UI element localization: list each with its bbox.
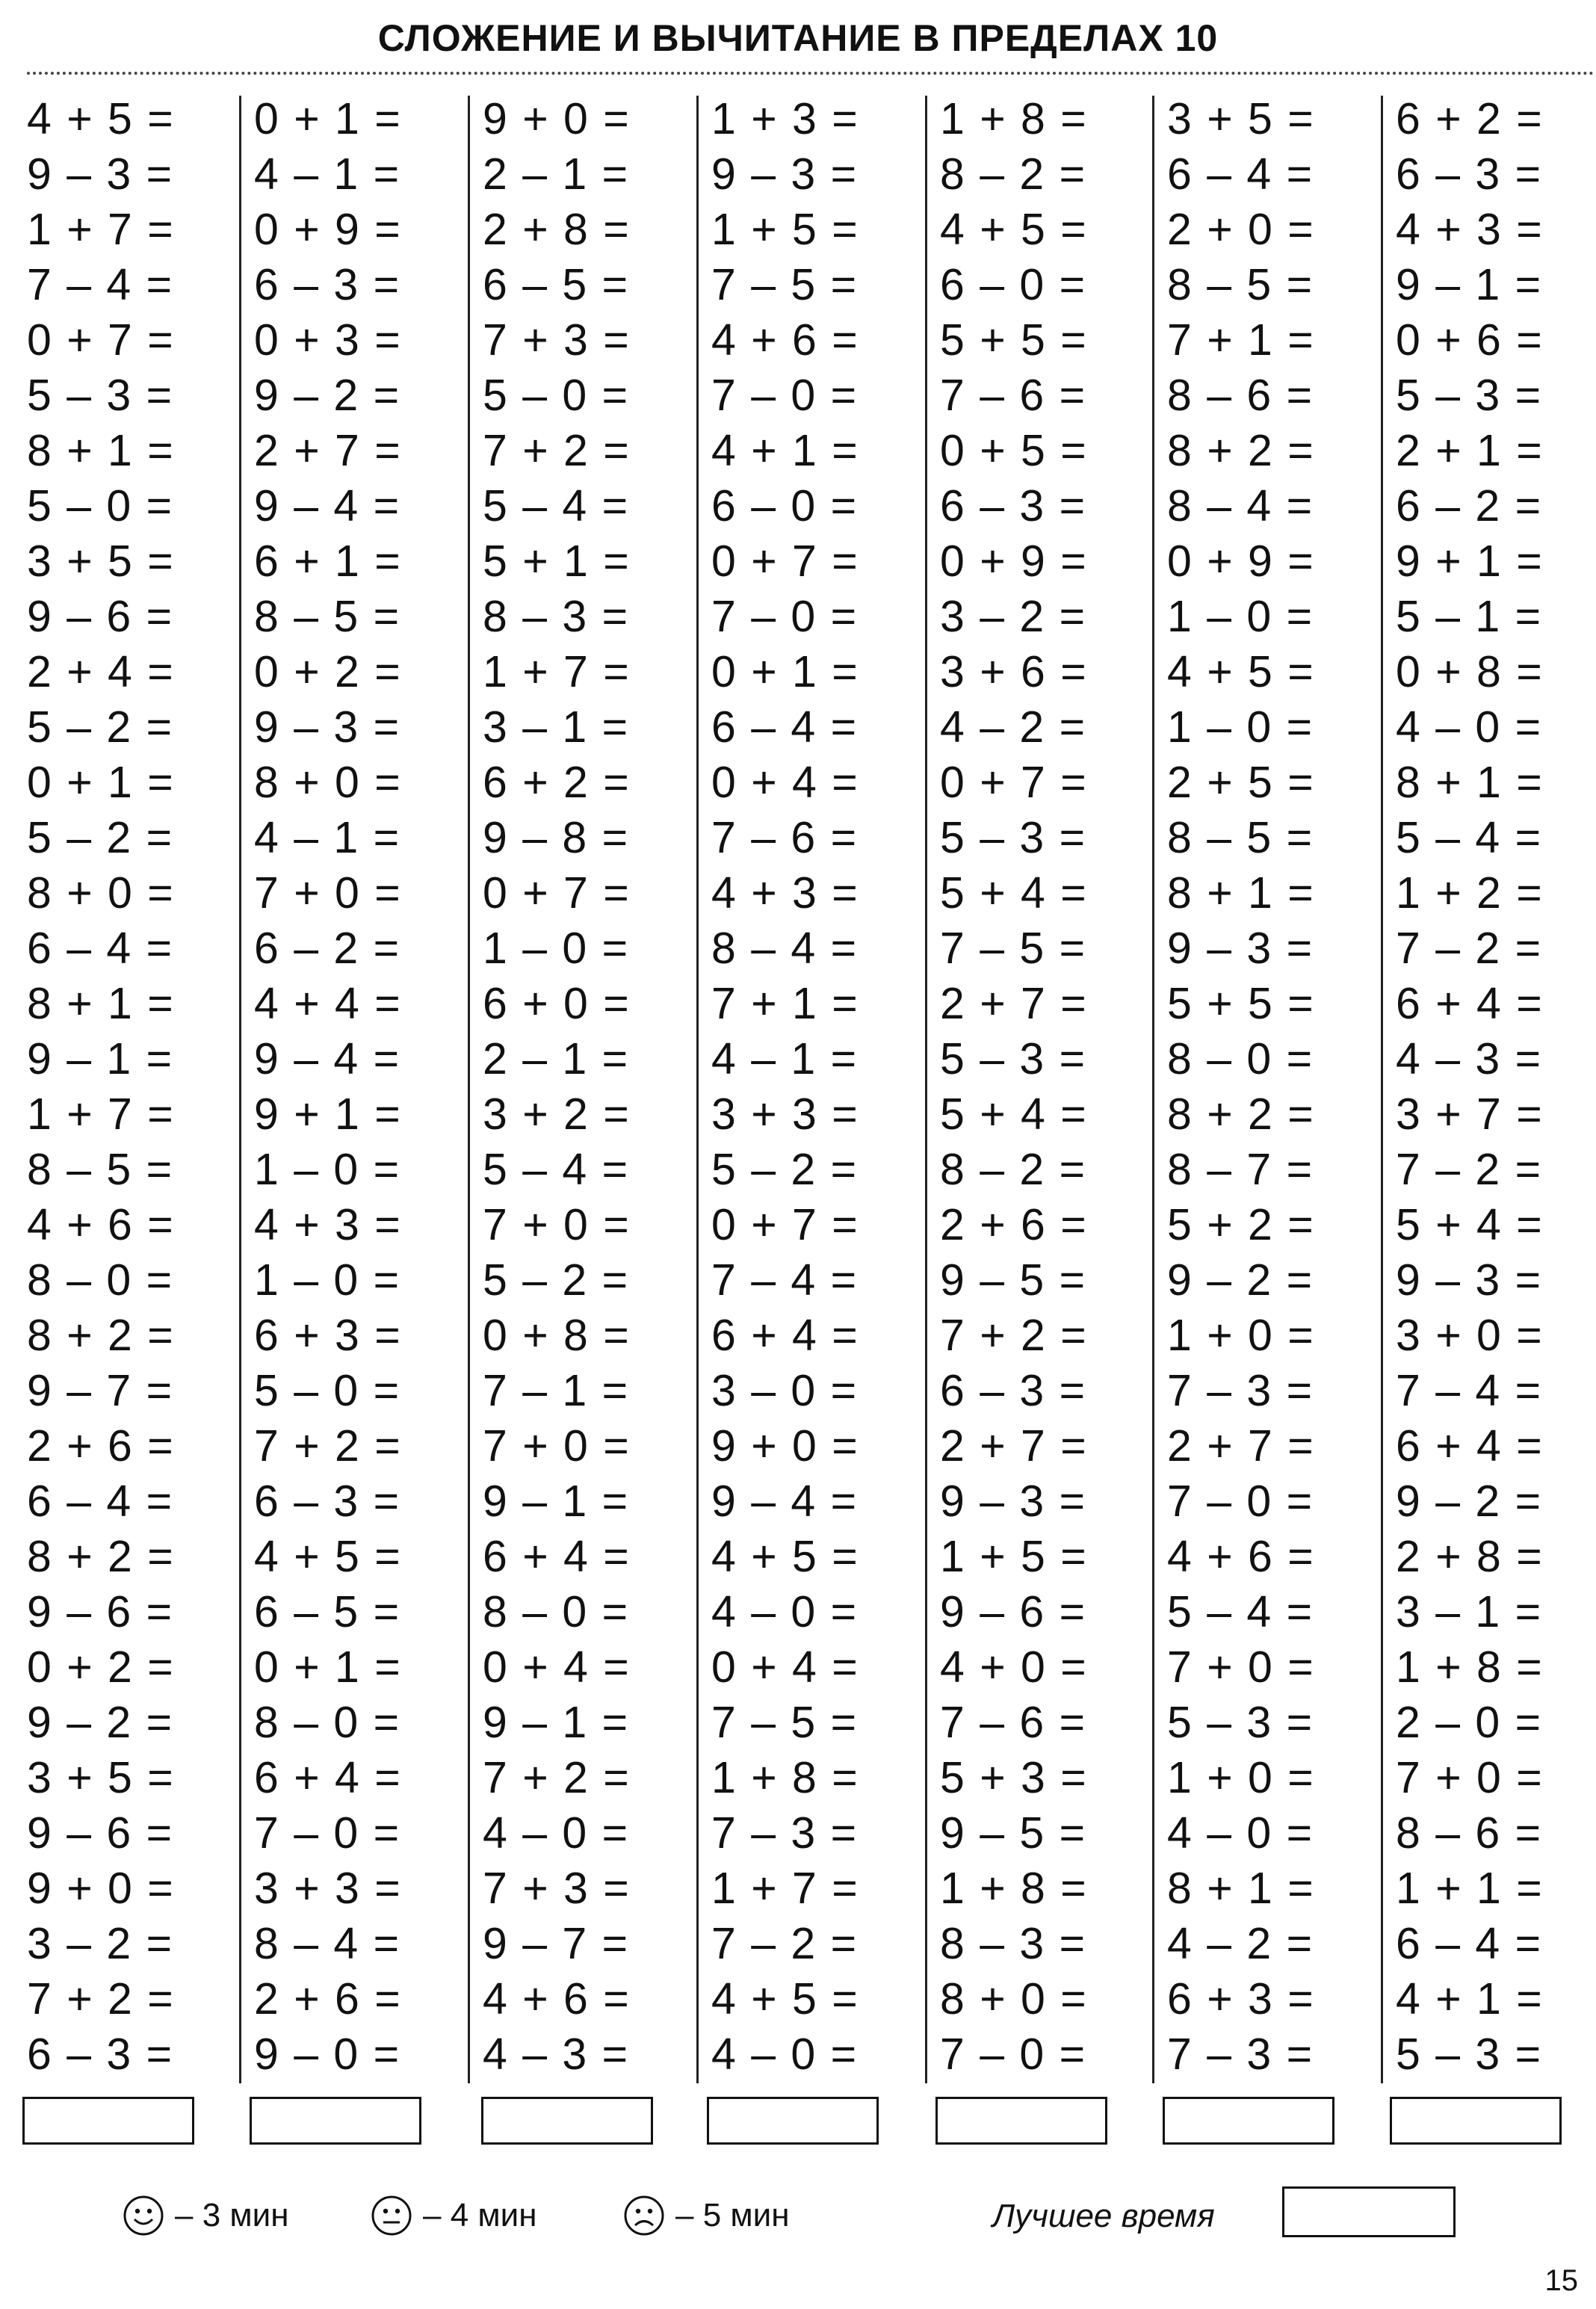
exercise-item: 3 + 3 = <box>711 1089 859 1139</box>
exercise-item: 6 – 2 = <box>1396 481 1543 531</box>
exercise-item: 7 – 3 = <box>1167 2030 1314 2079</box>
exercise-item: 4 – 0 = <box>1167 1808 1314 1858</box>
exercise-item: 7 – 6 = <box>940 371 1087 420</box>
exercise-item: 1 + 1 = <box>1396 1864 1544 1913</box>
exercise-item: 6 + 4 = <box>1396 1421 1544 1471</box>
title-dotted-divider <box>27 72 1595 75</box>
exercise-item: 6 – 3 = <box>940 1366 1087 1415</box>
exercise-item: 5 – 3 = <box>1396 371 1543 420</box>
best-time-input-box[interactable] <box>1282 2186 1456 2237</box>
exercise-item: 6 – 3 = <box>27 2030 174 2079</box>
exercise-item: 4 + 0 = <box>940 1642 1088 1692</box>
exercise-item: 1 + 2 = <box>1396 868 1544 918</box>
exercise-item: 4 + 5 = <box>27 94 175 143</box>
exercise-item: 0 + 7 = <box>483 868 631 918</box>
exercise-item: 0 + 4 = <box>711 758 859 807</box>
exercise-item: 0 + 7 = <box>940 758 1088 807</box>
exercise-item: 1 + 8 = <box>711 1753 859 1802</box>
exercise-item: 2 + 0 = <box>1167 205 1315 254</box>
exercise-item: 7 – 0 = <box>1167 1477 1314 1526</box>
exercise-item: 5 + 4 = <box>940 1089 1088 1139</box>
exercise-item: 4 – 1 = <box>254 813 401 862</box>
exercise-item: 7 – 4 = <box>1396 1366 1543 1415</box>
exercise-item: 0 + 2 = <box>254 647 402 696</box>
exercise-item: 7 + 0 = <box>483 1421 631 1471</box>
exercise-item: 8 + 0 = <box>940 1974 1088 2024</box>
exercise-item: 2 + 6 = <box>940 1200 1088 1249</box>
exercise-item: 7 + 0 = <box>254 868 402 918</box>
exercise-item: 7 – 4 = <box>711 1255 859 1305</box>
smile-face-icon <box>123 2195 164 2237</box>
exercise-item: 6 – 4 = <box>711 702 859 752</box>
exercise-item: 1 + 7 = <box>711 1864 859 1913</box>
exercise-item: 6 – 4 = <box>1167 149 1314 199</box>
exercise-item: 6 + 4 = <box>483 1532 631 1581</box>
exercise-item: 6 – 3 = <box>254 260 401 309</box>
exercise-item: 3 + 2 = <box>483 1089 631 1139</box>
exercise-item: 6 + 4 = <box>1396 979 1544 1028</box>
exercise-item: 7 – 5 = <box>711 260 859 309</box>
exercise-item: 1 + 0 = <box>1167 1311 1315 1360</box>
exercise-item: 6 – 3 = <box>254 1477 401 1526</box>
exercise-item: 8 + 1 = <box>1396 758 1544 807</box>
exercise-item: 8 + 0 = <box>27 868 175 918</box>
exercise-item: 7 – 0 = <box>711 592 859 641</box>
exercise-column-6 <box>1167 87 1376 2089</box>
best-time-label: Лучшее время <box>992 2198 1215 2234</box>
legend-item-4-min <box>371 2189 537 2242</box>
exercise-item: 9 – 2 = <box>254 371 401 420</box>
legend-item-3-min <box>123 2189 289 2242</box>
exercise-item: 8 + 1 = <box>1167 868 1315 918</box>
exercise-item: 8 – 4 = <box>254 1919 401 1968</box>
exercise-item: 1 – 0 = <box>1167 592 1314 641</box>
exercise-item: 5 – 3 = <box>940 813 1087 862</box>
exercise-item: 8 + 2 = <box>1167 1089 1315 1139</box>
column-time-box-5[interactable] <box>935 2097 1107 2145</box>
exercise-item: 8 – 0 = <box>27 1255 174 1305</box>
exercise-item: 4 – 1 = <box>254 149 401 199</box>
exercise-item: 9 – 4 = <box>254 481 401 531</box>
exercise-item: 5 + 2 = <box>1167 1200 1315 1249</box>
exercise-item: 3 + 5 = <box>27 537 175 586</box>
exercise-item: 1 + 7 = <box>27 205 175 254</box>
exercise-item: 8 – 4 = <box>711 924 859 973</box>
exercise-item: 7 – 0 = <box>711 371 859 420</box>
exercise-item: 9 – 6 = <box>27 1808 174 1858</box>
exercise-column-2 <box>254 87 463 2089</box>
exercise-item: 7 + 2 = <box>483 1753 631 1802</box>
column-divider <box>1381 96 1383 2083</box>
exercise-item: 7 – 3 = <box>711 1808 859 1858</box>
exercise-item: 9 – 5 = <box>940 1808 1087 1858</box>
exercise-item: 8 – 6 = <box>1396 1808 1543 1858</box>
exercise-item: 8 – 5 = <box>254 592 401 641</box>
exercise-item: 6 + 2 = <box>1396 94 1544 143</box>
column-time-box-1[interactable] <box>22 2097 194 2145</box>
exercise-item: 5 – 0 = <box>27 481 174 531</box>
exercise-item: 1 – 0 = <box>1167 702 1314 752</box>
exercise-item: 1 + 7 = <box>483 647 631 696</box>
exercise-item: 9 – 1 = <box>483 1477 630 1526</box>
legend-text-3-min: – 3 мин <box>175 2197 289 2234</box>
exercise-item: 0 + 7 = <box>711 1200 859 1249</box>
exercise-item: 7 – 3 = <box>1167 1366 1314 1415</box>
exercise-item: 3 + 0 = <box>1396 1311 1544 1360</box>
exercise-item: 6 – 4 = <box>27 1477 174 1526</box>
exercise-item: 9 – 6 = <box>940 1587 1087 1636</box>
exercise-item: 5 + 5 = <box>940 315 1088 365</box>
exercise-item: 4 + 5 = <box>711 1974 859 2024</box>
exercise-item: 3 + 7 = <box>1396 1089 1544 1139</box>
exercise-item: 5 – 2 = <box>27 813 174 862</box>
exercise-item: 5 – 2 = <box>711 1145 859 1194</box>
exercise-item: 5 – 4 = <box>483 1145 630 1194</box>
exercise-item: 9 + 0 = <box>483 94 631 143</box>
exercise-item: 5 + 4 = <box>1396 1200 1544 1249</box>
exercise-item: 3 + 5 = <box>27 1753 175 1802</box>
exercise-item: 4 + 6 = <box>483 1974 631 2024</box>
exercise-item: 3 – 0 = <box>711 1366 859 1415</box>
exercise-item: 6 – 5 = <box>483 260 630 309</box>
exercise-item: 4 + 4 = <box>254 979 402 1028</box>
exercise-item: 7 – 2 = <box>1396 924 1543 973</box>
exercise-column-5 <box>940 87 1149 2089</box>
exercise-item: 5 – 3 = <box>1167 1698 1314 1747</box>
exercise-item: 2 + 7 = <box>940 1421 1088 1471</box>
exercise-item: 5 + 5 = <box>1167 979 1315 1028</box>
exercise-item: 0 + 4 = <box>483 1642 631 1692</box>
exercise-item: 5 – 4 = <box>1167 1587 1314 1636</box>
exercise-item: 3 + 3 = <box>254 1864 402 1913</box>
exercise-item: 6 + 3 = <box>1167 1974 1315 2024</box>
column-time-box-2[interactable] <box>250 2097 421 2145</box>
exercise-item: 2 – 0 = <box>1396 1698 1543 1747</box>
exercise-item: 7 – 0 = <box>254 1808 401 1858</box>
exercise-item: 7 – 0 = <box>940 2030 1087 2079</box>
exercise-item: 4 – 0 = <box>711 1587 859 1636</box>
exercise-item: 6 – 3 = <box>940 481 1087 531</box>
exercise-item: 2 + 8 = <box>1396 1532 1544 1581</box>
exercise-item: 8 – 3 = <box>483 592 630 641</box>
exercise-item: 5 – 1 = <box>1396 592 1543 641</box>
exercise-item: 4 – 3 = <box>483 2030 630 2079</box>
column-time-box-3[interactable] <box>481 2097 653 2145</box>
exercise-item: 9 – 3 = <box>254 702 401 752</box>
exercise-item: 3 – 2 = <box>27 1919 174 1968</box>
exercise-item: 0 + 9 = <box>1167 537 1315 586</box>
exercise-item: 9 – 7 = <box>27 1366 174 1415</box>
exercise-item: 7 + 2 = <box>483 426 631 475</box>
exercise-item: 1 + 5 = <box>940 1532 1088 1581</box>
exercise-item: 4 – 0 = <box>483 1808 630 1858</box>
exercise-item: 6 – 3 = <box>1396 149 1543 199</box>
column-time-box-6[interactable] <box>1163 2097 1334 2145</box>
page-number: 15 <box>1544 2264 1578 2297</box>
column-divider <box>239 96 241 2083</box>
exercise-item: 7 + 0 = <box>483 1200 631 1249</box>
exercise-item: 8 + 1 = <box>27 426 175 475</box>
exercise-item: 1 + 8 = <box>1396 1642 1544 1692</box>
exercise-item: 4 + 1 = <box>711 426 859 475</box>
exercise-item: 2 + 6 = <box>27 1421 175 1471</box>
exercise-item: 1 – 0 = <box>254 1255 401 1305</box>
exercise-item: 6 + 4 = <box>254 1753 402 1802</box>
exercise-item: 1 + 3 = <box>711 94 859 143</box>
exercise-item: 1 + 0 = <box>1167 1753 1315 1802</box>
exercise-item: 7 + 2 = <box>940 1311 1088 1360</box>
exercise-item: 9 – 2 = <box>1167 1255 1314 1305</box>
exercise-item: 1 + 8 = <box>940 1864 1088 1913</box>
exercise-item: 9 – 6 = <box>27 1587 174 1636</box>
exercise-item: 9 – 4 = <box>254 1034 401 1084</box>
exercise-item: 5 – 3 = <box>1396 2030 1543 2079</box>
exercise-item: 5 – 4 = <box>1396 813 1543 862</box>
exercise-item: 0 + 6 = <box>1396 315 1544 365</box>
exercise-item: 4 + 3 = <box>711 868 859 918</box>
exercise-item: 8 – 3 = <box>940 1919 1087 1968</box>
exercise-item: 7 + 2 = <box>254 1421 402 1471</box>
exercise-item: 0 + 3 = <box>254 315 402 365</box>
exercise-item: 5 + 3 = <box>940 1753 1088 1802</box>
page-title: СЛОЖЕНИЕ И ВЫЧИТАНИЕ В ПРЕДЕЛАХ 10 <box>377 17 1219 59</box>
exercise-item: 3 – 2 = <box>940 592 1087 641</box>
exercise-item: 0 + 1 = <box>254 1642 402 1692</box>
exercise-item: 8 + 1 = <box>1167 1864 1315 1913</box>
exercise-item: 9 – 2 = <box>1396 1477 1543 1526</box>
column-divider <box>468 96 470 2083</box>
exercise-item: 1 + 7 = <box>27 1089 175 1139</box>
exercise-item: 8 + 1 = <box>27 979 175 1028</box>
exercise-item: 5 + 4 = <box>940 868 1088 918</box>
exercise-item: 9 – 1 = <box>27 1034 174 1084</box>
exercise-item: 7 – 4 = <box>27 260 174 309</box>
exercise-item: 4 – 2 = <box>1167 1919 1314 1968</box>
exercise-item: 0 + 7 = <box>27 315 175 365</box>
exercise-item: 4 + 1 = <box>1396 1974 1544 2024</box>
column-divider <box>696 96 699 2083</box>
exercise-item: 2 – 1 = <box>483 1034 630 1084</box>
exercise-item: 7 + 3 = <box>483 1864 631 1913</box>
exercise-item: 4 – 1 = <box>711 1034 859 1084</box>
exercise-item: 0 + 1 = <box>254 94 402 143</box>
column-divider <box>1152 96 1154 2083</box>
exercise-item: 5 – 3 = <box>27 371 174 420</box>
exercise-item: 8 – 5 = <box>1167 813 1314 862</box>
exercise-item: 0 + 1 = <box>711 647 859 696</box>
exercise-item: 5 – 4 = <box>483 481 630 531</box>
exercise-item: 4 + 3 = <box>254 1200 402 1249</box>
exercise-item: 0 + 7 = <box>711 537 859 586</box>
exercise-item: 8 + 2 = <box>1167 426 1315 475</box>
exercise-item: 0 + 4 = <box>711 1642 859 1692</box>
exercise-item: 8 – 2 = <box>940 1145 1087 1194</box>
exercise-item: 2 + 6 = <box>254 1974 402 2024</box>
exercise-item: 1 – 0 = <box>254 1145 401 1194</box>
exercise-item: 8 – 0 = <box>1167 1034 1314 1084</box>
exercise-item: 4 + 5 = <box>254 1532 402 1581</box>
exercise-item: 7 – 2 = <box>711 1919 859 1968</box>
exercise-item: 8 – 5 = <box>27 1145 174 1194</box>
exercise-item: 7 + 1 = <box>711 979 859 1028</box>
exercise-item: 8 – 5 = <box>1167 260 1314 309</box>
exercise-item: 8 + 2 = <box>27 1532 175 1581</box>
exercise-column-1 <box>27 87 236 2089</box>
exercise-item: 1 – 0 = <box>483 924 630 973</box>
legend-text-5-min: – 5 мин <box>675 2197 790 2234</box>
neutral-face-icon <box>371 2195 412 2237</box>
exercise-item: 9 – 3 = <box>940 1477 1087 1526</box>
exercise-item: 7 + 1 = <box>1167 315 1315 365</box>
exercise-item: 4 – 0 = <box>711 2030 859 2079</box>
exercise-item: 4 + 6 = <box>1167 1532 1315 1581</box>
exercise-item: 3 – 1 = <box>483 702 630 752</box>
exercise-item: 9 – 3 = <box>1396 1255 1543 1305</box>
column-time-box-4[interactable] <box>707 2097 879 2145</box>
exercise-column-3 <box>483 87 692 2089</box>
exercise-item: 0 + 9 = <box>254 205 402 254</box>
exercise-item: 9 + 1 = <box>254 1089 402 1139</box>
exercise-item: 2 + 7 = <box>254 426 402 475</box>
exercise-item: 4 + 3 = <box>1396 205 1544 254</box>
exercise-item: 2 + 8 = <box>483 205 631 254</box>
exercise-item: 4 – 2 = <box>940 702 1087 752</box>
exercise-columns <box>0 87 1596 2089</box>
exercise-item: 3 + 6 = <box>940 647 1088 696</box>
exercise-item: 4 + 5 = <box>1167 647 1315 696</box>
exercise-item: 7 + 0 = <box>1167 1642 1315 1692</box>
exercise-item: 0 + 2 = <box>27 1642 175 1692</box>
legend-item-5-min <box>623 2189 790 2242</box>
exercise-item: 6 – 4 = <box>27 924 174 973</box>
legend-text-4-min: – 4 мин <box>423 2197 537 2234</box>
exercise-item: 4 + 5 = <box>711 1532 859 1581</box>
exercise-item: 2 – 1 = <box>483 149 630 199</box>
column-time-box-7[interactable] <box>1390 2097 1562 2145</box>
exercise-item: 7 – 5 = <box>940 924 1087 973</box>
exercise-item: 9 – 3 = <box>711 149 859 199</box>
exercise-item: 8 – 2 = <box>940 149 1087 199</box>
exercise-item: 5 – 0 = <box>483 371 630 420</box>
exercise-item: 9 – 1 = <box>483 1698 630 1747</box>
exercise-item: 6 – 0 = <box>711 481 859 531</box>
exercise-item: 4 – 0 = <box>1396 702 1543 752</box>
exercise-item: 4 + 5 = <box>940 205 1088 254</box>
exercise-item: 2 + 1 = <box>1396 426 1544 475</box>
exercise-item: 9 – 3 = <box>27 149 174 199</box>
exercise-item: 1 + 8 = <box>940 94 1088 143</box>
exercise-item: 6 + 3 = <box>254 1311 402 1360</box>
exercise-item: 6 + 4 = <box>711 1311 859 1360</box>
exercise-item: 4 + 6 = <box>711 315 859 365</box>
exercise-item: 4 + 6 = <box>27 1200 175 1249</box>
exercise-item: 5 – 2 = <box>27 702 174 752</box>
exercise-item: 7 – 6 = <box>940 1698 1087 1747</box>
column-divider <box>925 96 927 2083</box>
exercise-item: 3 – 1 = <box>1396 1587 1543 1636</box>
exercise-item: 6 – 0 = <box>940 260 1087 309</box>
exercise-item: 9 – 5 = <box>940 1255 1087 1305</box>
exercise-item: 5 – 2 = <box>483 1255 630 1305</box>
exercise-item: 7 – 6 = <box>711 813 859 862</box>
exercise-item: 9 – 3 = <box>1167 924 1314 973</box>
exercise-column-4 <box>711 87 921 2089</box>
exercise-item: 0 + 9 = <box>940 537 1088 586</box>
exercise-item: 9 + 1 = <box>1396 537 1544 586</box>
exercise-item: 9 – 7 = <box>483 1919 630 1968</box>
exercise-item: 5 – 3 = <box>940 1034 1087 1084</box>
exercise-item: 9 + 0 = <box>711 1421 859 1471</box>
exercise-item: 5 + 1 = <box>483 537 631 586</box>
exercise-item: 9 – 6 = <box>27 592 174 641</box>
exercise-item: 0 + 1 = <box>27 758 175 807</box>
exercise-item: 2 + 4 = <box>27 647 175 696</box>
exercise-item: 8 + 0 = <box>254 758 402 807</box>
exercise-item: 9 – 2 = <box>27 1698 174 1747</box>
exercise-item: 8 – 0 = <box>483 1587 630 1636</box>
exercise-item: 4 – 3 = <box>1396 1034 1543 1084</box>
exercise-item: 2 + 5 = <box>1167 758 1315 807</box>
exercise-item: 8 – 7 = <box>1167 1145 1314 1194</box>
exercise-item: 3 + 5 = <box>1167 94 1315 143</box>
exercise-item: 0 + 8 = <box>1396 647 1544 696</box>
exercise-item: 0 + 8 = <box>483 1311 631 1360</box>
sad-face-icon <box>623 2195 665 2237</box>
exercise-item: 9 – 4 = <box>711 1477 859 1526</box>
exercise-column-7 <box>1396 87 1596 2089</box>
exercise-item: 9 – 0 = <box>254 2030 401 2079</box>
exercise-item: 1 + 5 = <box>711 205 859 254</box>
exercise-item: 9 + 0 = <box>27 1864 175 1913</box>
exercise-item: 6 + 0 = <box>483 979 631 1028</box>
exercise-item: 8 – 0 = <box>254 1698 401 1747</box>
exercise-item: 7 + 0 = <box>1396 1753 1544 1802</box>
exercise-item: 0 + 5 = <box>940 426 1088 475</box>
exercise-item: 6 + 1 = <box>254 537 402 586</box>
exercise-item: 7 – 1 = <box>483 1366 630 1415</box>
exercise-item: 8 – 4 = <box>1167 481 1314 531</box>
exercise-item: 8 – 6 = <box>1167 371 1314 420</box>
exercise-item: 7 – 5 = <box>711 1698 859 1747</box>
exercise-item: 7 + 3 = <box>483 315 631 365</box>
exercise-item: 9 – 8 = <box>483 813 630 862</box>
exercise-item: 7 + 2 = <box>27 1974 175 2024</box>
exercise-item: 8 + 2 = <box>27 1311 175 1360</box>
exercise-item: 2 + 7 = <box>1167 1421 1315 1471</box>
exercise-item: 5 – 0 = <box>254 1366 401 1415</box>
exercise-item: 6 – 5 = <box>254 1587 401 1636</box>
exercise-item: 6 – 2 = <box>254 924 401 973</box>
exercise-item: 7 – 2 = <box>1396 1145 1543 1194</box>
exercise-item: 2 + 7 = <box>940 979 1088 1028</box>
exercise-item: 6 – 4 = <box>1396 1919 1543 1968</box>
exercise-item: 9 – 1 = <box>1396 260 1543 309</box>
exercise-item: 6 + 2 = <box>483 758 631 807</box>
